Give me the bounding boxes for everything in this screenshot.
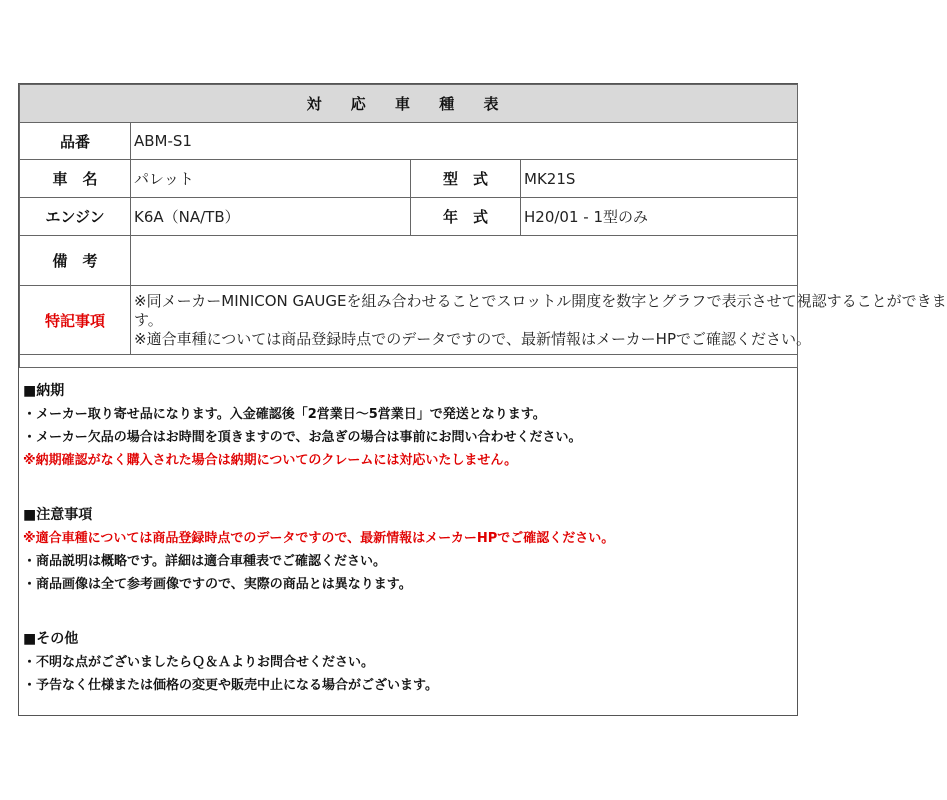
caution-line: ・商品説明は概略です。詳細は適合車種表でご確認ください。 (23, 554, 386, 569)
special-notes-value (131, 286, 947, 355)
model-value: MK21S (521, 160, 798, 198)
other-title: ■その他 (23, 631, 79, 647)
other-line: ・予告なく仕様または価格の変更や販売中止になる場合がございます。 (23, 678, 438, 693)
delivery-line: ・メーカー取り寄せ品になります。入金確認後「2営業日～5営業日」で発送となります。 (23, 407, 546, 422)
spacer-row (20, 355, 798, 368)
part-no-label: 品番 (20, 123, 131, 160)
remarks-value (131, 236, 798, 286)
vehicle-value: パレット (131, 160, 411, 198)
vehicle-label: 車 名 (20, 160, 131, 198)
caution-title: ■注意事項 (23, 507, 93, 523)
caution-warning: ※適合車種については商品登録時点でのデータですので、最新情報はメーカーHPでご確認ください。 (23, 531, 615, 546)
section-gap (23, 472, 793, 504)
special-note-line: ※同メーカーMINICON GAUGEを組み合わせることでスロットル開度を数字とグラフで表示させて視認することができま (134, 291, 947, 310)
year-label: 年 式 (411, 198, 521, 236)
caution-line: ・商品画像は全て参考画像ですので、実際の商品とは異なります。 (23, 577, 412, 592)
engine-label: エンジン (20, 198, 131, 236)
model-label: 型 式 (411, 160, 521, 198)
section-gap (23, 596, 793, 628)
compatibility-table (19, 84, 947, 368)
product-info-frame (18, 83, 947, 716)
engine-value: K6A（NA/TB） (131, 198, 411, 236)
part-no-value: ABM-S1 (131, 123, 798, 160)
special-note-line: ※適合車種については商品登録時点でのデータですので、最新情報はメーカーHPでご確認ください。 (134, 329, 811, 348)
delivery-title: ■納期 (23, 383, 65, 399)
table-title: 対 応 車 種 表 (20, 85, 798, 123)
remarks-label: 備 考 (20, 236, 131, 286)
info-sections (23, 380, 793, 697)
year-value: H20/01 - 1型のみ (521, 198, 798, 236)
delivery-line: ・メーカー欠品の場合はお時間を頂きますので、お急ぎの場合は事前にお問い合わせください。 (23, 430, 582, 445)
special-note-line: す。 (134, 310, 163, 329)
delivery-warning: ※納期確認がなく購入された場合は納期についてのクレームには対応いたしません。 (23, 453, 518, 468)
special-notes-label: 特記事項 (20, 286, 131, 355)
other-line: ・不明な点がございましたらＱ＆Ａよりお問合せください。 (23, 655, 375, 670)
